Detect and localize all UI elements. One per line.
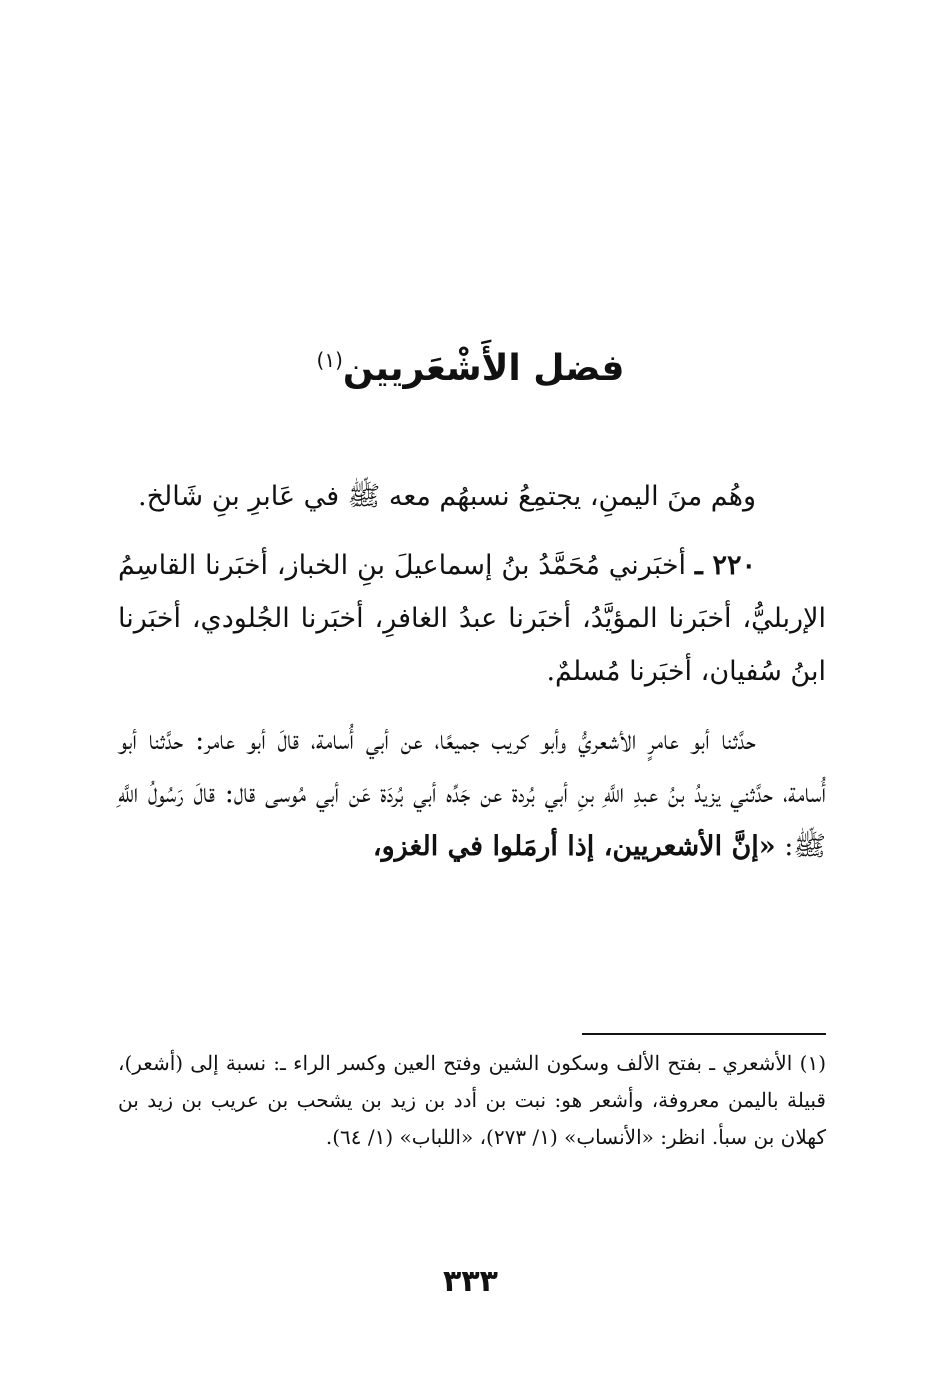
hadith-chain: حدَّثنا أبو عامرٍ الأشعريُّ وأبو كريب جميعًا، عن أبي أُسامة، قالَ أبو عامر: حدَّثنا أبو أُسامة، حدَّثني يزيدُ بنُ عبدِ اللَّهِ بنِ أبي بُردة عن جَدِّه أبي بُردَة عَن أبي مُوسى قال: قالَ رَسُولُ اللَّهِ ﷺ:: [118, 725, 826, 862]
main-text: [118, 470, 826, 889]
page-number: ٣٣٣: [443, 1264, 498, 1299]
footnote-text: الأشعري ـ بفتح الألف وسكون الشين وفتح العين وكسر الراء ـ: نسبة إلى (أشعر)، قبيلة باليمن معروفة، وأشعر هو: نبت بن أدد بن زيد بن يشحب بن عريب بن زيد بن كهلان بن سبأ. انظر: «الأنساب» (١/ ٢٧٣)، «اللباب» (١/ ٦٤).: [118, 1051, 826, 1149]
footnote-reference[interactable]: (١): [316, 348, 343, 372]
hadith-quote: «إنَّ الأشعريين، إذا أرمَلوا في الغزو،: [372, 831, 776, 862]
intro-paragraph: وهُم منَ اليمنِ، يجتمِعُ نسبهُم معه ﷺ في عَابرِ بنِ شَالخ.: [138, 481, 756, 512]
footnote-paragraph: [118, 1045, 826, 1156]
footnote-number: (١): [799, 1051, 827, 1075]
chapter-title: [0, 330, 941, 399]
chapter-title-text: فضل الأَشْعَريين: [342, 348, 625, 389]
hadith-matn-paragraph: [118, 714, 826, 873]
footnote: [118, 1045, 826, 1156]
hadith-number: ٢٢٠ ـ: [694, 550, 756, 581]
hadith-isnad: أخبَرني مُحَمَّدُ بنُ إسماعيلَ بنِ الخباز، أخبَرنا القاسِمُ الإربليُّ، أخبَرنا المؤيَّدُ، أخبَرنا عبدُ الغافرِ، أخبَرنا الجُلودي، أخبَرنا ابنُ سُفيان، أخبَرنا مُسلمٌ.: [118, 550, 826, 687]
hadith-isnad-paragraph: [118, 539, 826, 698]
footnote-divider: [582, 1033, 826, 1035]
